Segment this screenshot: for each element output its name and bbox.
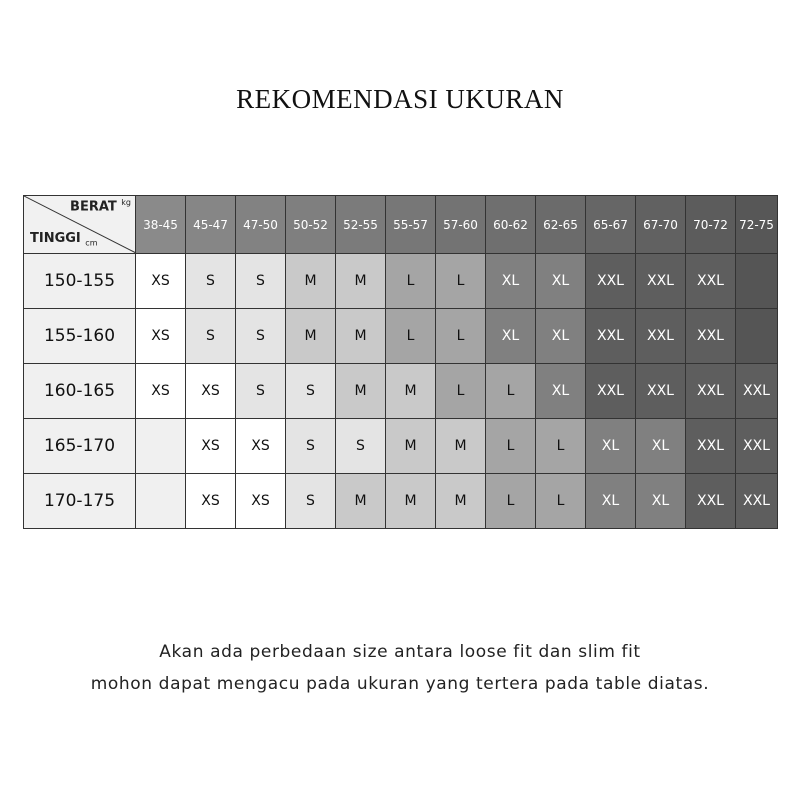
size-cell: XS [236, 419, 286, 474]
size-cell: XXL [686, 419, 736, 474]
size-cell: S [236, 254, 286, 309]
size-cell: L [386, 254, 436, 309]
size-cell: L [386, 309, 436, 364]
weight-header-cell: 70-72 [686, 196, 736, 254]
size-cell: S [236, 309, 286, 364]
size-cell: XL [486, 254, 536, 309]
height-cell: 165-170 [24, 419, 136, 474]
weight-header-cell: 65-67 [586, 196, 636, 254]
size-cell: XXL [736, 474, 778, 529]
size-cell: S [186, 254, 236, 309]
size-cell: XXL [586, 309, 636, 364]
size-cell: M [286, 309, 336, 364]
size-cell: M [336, 364, 386, 419]
size-cell [136, 474, 186, 529]
size-cell: XXL [686, 309, 736, 364]
size-cell: L [436, 309, 486, 364]
size-cell: XL [636, 419, 686, 474]
size-cell: M [386, 474, 436, 529]
size-cell: XXL [736, 419, 778, 474]
size-cell: XL [536, 309, 586, 364]
height-unit: cm [85, 239, 98, 248]
weight-header-row [24, 196, 778, 254]
weight-header-cell: 50-52 [286, 196, 336, 254]
size-cell: XL [636, 474, 686, 529]
size-chart-table [23, 195, 778, 529]
size-cell: XS [186, 474, 236, 529]
size-cell: XL [586, 419, 636, 474]
size-cell: L [486, 474, 536, 529]
size-cell: XXL [736, 364, 778, 419]
size-cell: XS [136, 309, 186, 364]
weight-header-cell: 55-57 [386, 196, 436, 254]
size-cell: XS [136, 254, 186, 309]
size-cell: L [486, 419, 536, 474]
size-cell: XL [586, 474, 636, 529]
size-cell: M [386, 419, 436, 474]
weight-label: BERAT [70, 199, 117, 215]
size-cell: L [436, 364, 486, 419]
size-cell: XXL [636, 364, 686, 419]
size-cell: XXL [636, 254, 686, 309]
size-cell: XXL [586, 254, 636, 309]
size-cell: XL [486, 309, 536, 364]
size-cell: L [536, 419, 586, 474]
size-cell: XS [136, 364, 186, 419]
weight-header-cell: 45-47 [186, 196, 236, 254]
height-cell: 170-175 [24, 474, 136, 529]
size-cell: M [286, 254, 336, 309]
size-cell: M [336, 254, 386, 309]
size-cell: L [536, 474, 586, 529]
size-cell [736, 309, 778, 364]
size-cell: XXL [586, 364, 636, 419]
height-cell: 150-155 [24, 254, 136, 309]
weight-header-cell: 60-62 [486, 196, 536, 254]
size-cell: S [286, 419, 336, 474]
size-cell: XXL [686, 364, 736, 419]
size-cell [736, 254, 778, 309]
size-cell: XS [236, 474, 286, 529]
size-cell: S [236, 364, 286, 419]
table-row [24, 309, 778, 364]
weight-header-cell: 47-50 [236, 196, 286, 254]
size-cell: M [436, 474, 486, 529]
table-row [24, 474, 778, 529]
note-line-2: mohon dapat mengacu pada ukuran yang tertera pada table diatas. [90, 674, 710, 694]
size-cell: L [486, 364, 536, 419]
size-cell: XXL [686, 254, 736, 309]
weight-header-cell: 52-55 [336, 196, 386, 254]
size-cell [136, 419, 186, 474]
height-label: TINGGI [30, 231, 81, 247]
size-cell: XS [186, 364, 236, 419]
size-cell: S [336, 419, 386, 474]
page-title: REKOMENDASI UKURAN [236, 84, 564, 114]
size-cell: M [336, 309, 386, 364]
size-cell: S [286, 364, 336, 419]
height-cell: 160-165 [24, 364, 136, 419]
size-cell: XL [536, 254, 586, 309]
weight-header-cell: 67-70 [636, 196, 686, 254]
weight-axis-label [70, 198, 131, 214]
size-cell: L [436, 254, 486, 309]
weight-header-cell: 57-60 [436, 196, 486, 254]
size-chart-body [24, 254, 778, 529]
size-cell: M [336, 474, 386, 529]
size-cell: XS [186, 419, 236, 474]
size-cell: M [436, 419, 486, 474]
table-row [24, 254, 778, 309]
size-cell: XXL [686, 474, 736, 529]
table-row [24, 364, 778, 419]
corner-header-cell [24, 196, 136, 254]
weight-unit: kg [121, 198, 131, 207]
table-row [24, 419, 778, 474]
size-cell: M [386, 364, 436, 419]
note-line-1: Akan ada perbedaan size antara loose fit dan slim fit [159, 642, 641, 662]
size-cell: S [286, 474, 336, 529]
weight-header-cell: 72-75 [736, 196, 778, 254]
height-axis-label [30, 231, 98, 248]
weight-header-cell: 62-65 [536, 196, 586, 254]
size-cell: XL [536, 364, 586, 419]
height-cell: 155-160 [24, 309, 136, 364]
size-cell: XXL [636, 309, 686, 364]
weight-header-cell: 38-45 [136, 196, 186, 254]
size-cell: S [186, 309, 236, 364]
